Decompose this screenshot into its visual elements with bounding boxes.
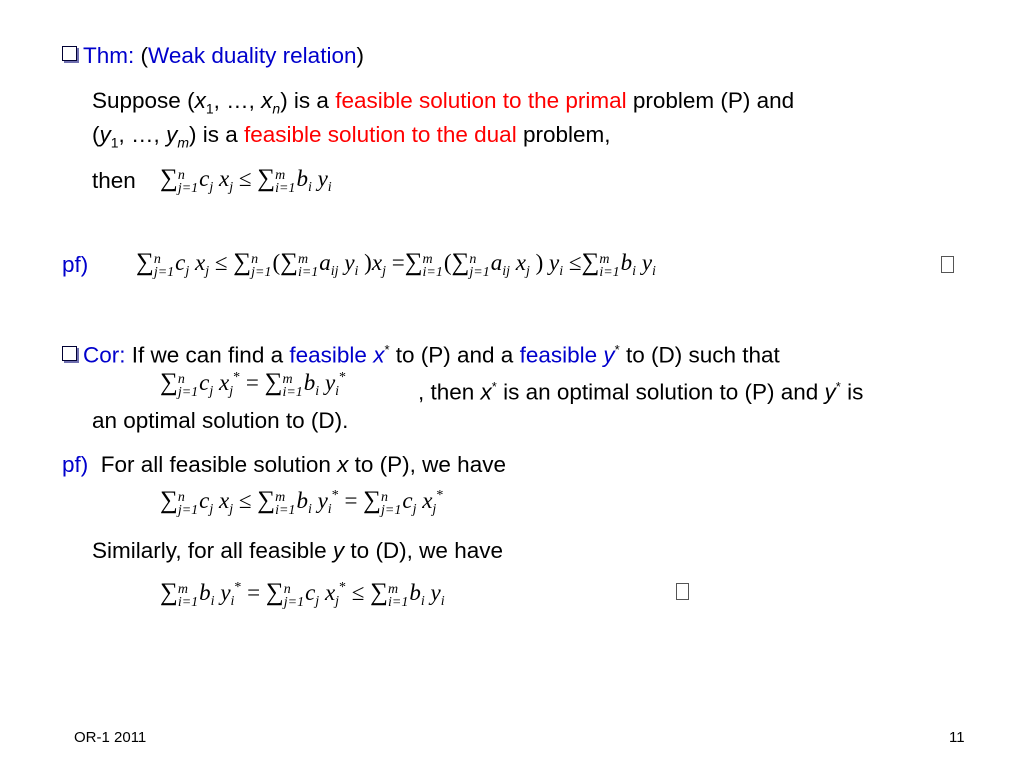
dual-feasible-highlight: feasible solution to the dual bbox=[244, 122, 517, 147]
qed-box-icon bbox=[676, 583, 689, 600]
theorem-statement-line1: Suppose ($x_1$, …, $x_n$) is a feasible solution to the primal problem (P) and bbox=[92, 88, 795, 117]
corollary-line1: Cor: If we can find a feasible x* to (P) and a feasible y* to (D) such that bbox=[62, 337, 780, 369]
proof1-label: pf) bbox=[62, 252, 89, 277]
qed-box-icon bbox=[941, 256, 954, 273]
proof2-inequality1: ∑ n j=1 $c_j$ $x_j$ ≤ ∑ m i=1 $b_i$ $y_i^*$ = ∑ n j=1 $c_j$ $x_j^*$ bbox=[160, 487, 444, 518]
theorem-statement-line2: ($y_1$, …, $y_m$) is a feasible solution to the dual problem, bbox=[92, 122, 611, 151]
weak-duality-inequality: ∑ n j=1 $c_j$ $x_j$ ≤ ∑ m i=1 $b_i$ $y_i$ bbox=[160, 165, 332, 196]
theorem-heading: Thm: (Weak duality relation) bbox=[62, 43, 364, 69]
checkbox-bullet-icon bbox=[62, 46, 77, 61]
corollary-line3: an optimal solution to (D). bbox=[92, 408, 349, 433]
corollary-line2: , then x* is an optimal solution to (P) and y* is bbox=[418, 379, 864, 405]
proof2-inequality2: ∑ m i=1 $b_i$ $y_i^*$ = ∑ n j=1 $c_j$ $x_j^*$ ≤ ∑ m i=1 $b_i$ $y_i$ bbox=[160, 579, 445, 610]
proof2-line2: Similarly, for all feasible y to (D), we have bbox=[92, 538, 503, 563]
proof2-line1: pf) For all feasible solution x to (P), we have bbox=[62, 452, 506, 477]
primal-feasible-highlight: feasible solution to the primal bbox=[335, 88, 627, 113]
footer-course: OR-1 2011 bbox=[74, 729, 147, 746]
theorem-label: Thm: bbox=[83, 43, 135, 68]
proof2-label: pf) bbox=[62, 452, 89, 477]
page-number: 11 bbox=[949, 729, 965, 746]
corollary-label: Cor: bbox=[83, 342, 126, 368]
theorem-name: Weak duality relation bbox=[148, 43, 357, 68]
proof1-chain: ∑ n j=1 $c_j$ $x_j$ ≤ ∑ n j=1 (∑ m i=1 $a_{ij}$ $y_i$ )$x_j$ =∑ m i=1 (∑ n j=1 $a_{ij}$ $x_j$ ) $y_i$ ≤∑ m i=1 $b_i$ $y_i$ bbox=[136, 249, 656, 280]
checkbox-bullet-icon bbox=[62, 346, 77, 361]
corollary-equality: ∑ n j=1 $c_j$ $x_j^*$ = ∑ m i=1 $b_i$ $y_i^*$ bbox=[160, 369, 347, 400]
then-label: then bbox=[92, 168, 136, 193]
